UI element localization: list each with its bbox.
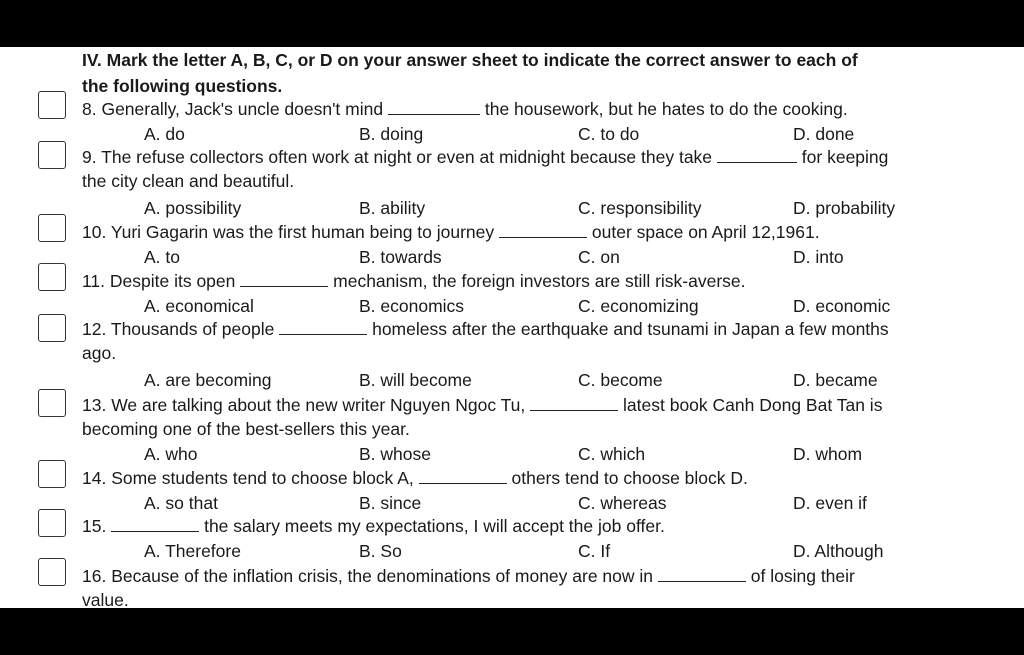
option-d: D. became: [793, 370, 878, 390]
question-12: [82, 317, 1012, 365]
option-a: A. Therefore: [144, 541, 241, 561]
answer-blank: [419, 468, 507, 484]
answer-blank: [658, 566, 746, 582]
option-a: A. so that: [144, 493, 218, 513]
question-14: [82, 466, 1012, 490]
option-a: A. who: [144, 444, 198, 464]
question-9: [82, 145, 1012, 193]
option-a: A. to: [144, 247, 180, 267]
question-text: latest book Canh Dong Bat Tan is: [623, 395, 883, 415]
answer-checkbox-q15[interactable]: [38, 509, 66, 537]
question-text: others tend to choose block D.: [511, 468, 748, 488]
answer-blank: [717, 147, 797, 163]
heading-line-1: IV. Mark the letter A, B, C, or D on your answer sheet to indicate the correct answer to each of: [82, 50, 858, 70]
option-c: C. whereas: [578, 493, 667, 513]
option-c: C. If: [578, 541, 611, 561]
question-text: of losing their: [750, 566, 855, 586]
option-b: B. whose: [359, 444, 431, 464]
answer-blank: [240, 271, 328, 287]
question-text: 10. Yuri Gagarin was the first human being to journey: [82, 222, 495, 242]
question-text: outer space on April 12,1961.: [591, 222, 820, 242]
option-c: C. to do: [578, 124, 640, 144]
question-15: [82, 514, 1012, 538]
heading-line-2: the following questions.: [82, 76, 283, 96]
option-c: C. on: [578, 247, 620, 267]
question-8: [82, 97, 1012, 121]
option-a: A. economical: [144, 296, 254, 316]
question-text-line-2: value.: [82, 590, 129, 608]
option-a: A. do: [144, 124, 185, 144]
section-heading: [82, 47, 1012, 99]
answer-blank: [111, 516, 199, 532]
answer-checkbox-q14[interactable]: [38, 460, 66, 488]
answer-blank: [530, 395, 618, 411]
answer-checkbox-q13[interactable]: [38, 389, 66, 417]
option-b: B. will become: [359, 370, 472, 390]
option-c: C. responsibility: [578, 198, 702, 218]
question-text: 14. Some students tend to choose block A,: [82, 468, 414, 488]
question-text: 8. Generally, Jack's uncle doesn't mind: [82, 99, 384, 119]
question-13: [82, 393, 1012, 441]
answer-blank: [388, 99, 480, 115]
question-text: the housework, but he hates to do the cooking.: [484, 99, 848, 119]
answer-checkbox-q10[interactable]: [38, 214, 66, 242]
option-c: C. become: [578, 370, 663, 390]
question-text: 9. The refuse collectors often work at night or even at midnight because they take: [82, 147, 713, 167]
answer-blank: [279, 319, 367, 335]
question-text: 16. Because of the inflation crisis, the denominations of money are now in: [82, 566, 654, 586]
option-c: C. which: [578, 444, 646, 464]
answer-checkbox-q12[interactable]: [38, 314, 66, 342]
option-b: B. economics: [359, 296, 465, 316]
option-d: D. economic: [793, 296, 891, 316]
option-d: D. done: [793, 124, 855, 144]
question-text: 12. Thousands of people: [82, 319, 275, 339]
question-text: 11. Despite its open: [82, 271, 236, 291]
option-b: B. since: [359, 493, 422, 513]
option-d: D. probability: [793, 198, 896, 218]
question-text-line-2: becoming one of the best-sellers this year.: [82, 419, 410, 439]
question-16: [82, 564, 1012, 608]
question-10: [82, 220, 1012, 244]
option-a: A. are becoming: [144, 370, 272, 390]
worksheet-page: [0, 47, 1024, 608]
answer-checkbox-q11[interactable]: [38, 263, 66, 291]
answer-checkbox-q8[interactable]: [38, 91, 66, 119]
question-text: homeless after the earthquake and tsunami in Japan a few months: [372, 319, 889, 339]
question-text: the salary meets my expectations, I will accept the job offer.: [204, 516, 665, 536]
question-text: mechanism, the foreign investors are still risk-averse.: [333, 271, 746, 291]
question-text: 13. We are talking about the new writer Nguyen Ngoc Tu,: [82, 395, 526, 415]
option-d: D. into: [793, 247, 844, 267]
option-b: B. doing: [359, 124, 424, 144]
question-text: 15.: [82, 516, 107, 536]
option-a: A. possibility: [144, 198, 242, 218]
option-b: B. ability: [359, 198, 426, 218]
option-d: D. even if: [793, 493, 867, 513]
question-text: for keeping: [801, 147, 889, 167]
option-d: D. whom: [793, 444, 863, 464]
answer-checkbox-q16[interactable]: [38, 558, 66, 586]
question-11: [82, 269, 1012, 293]
answer-blank: [499, 222, 587, 238]
option-d: D. Although: [793, 541, 884, 561]
option-b: B. towards: [359, 247, 442, 267]
question-text-line-2: the city clean and beautiful.: [82, 171, 295, 191]
option-c: C. economizing: [578, 296, 699, 316]
option-b: B. So: [359, 541, 402, 561]
answer-checkbox-q9[interactable]: [38, 141, 66, 169]
question-text-line-2: ago.: [82, 343, 117, 363]
